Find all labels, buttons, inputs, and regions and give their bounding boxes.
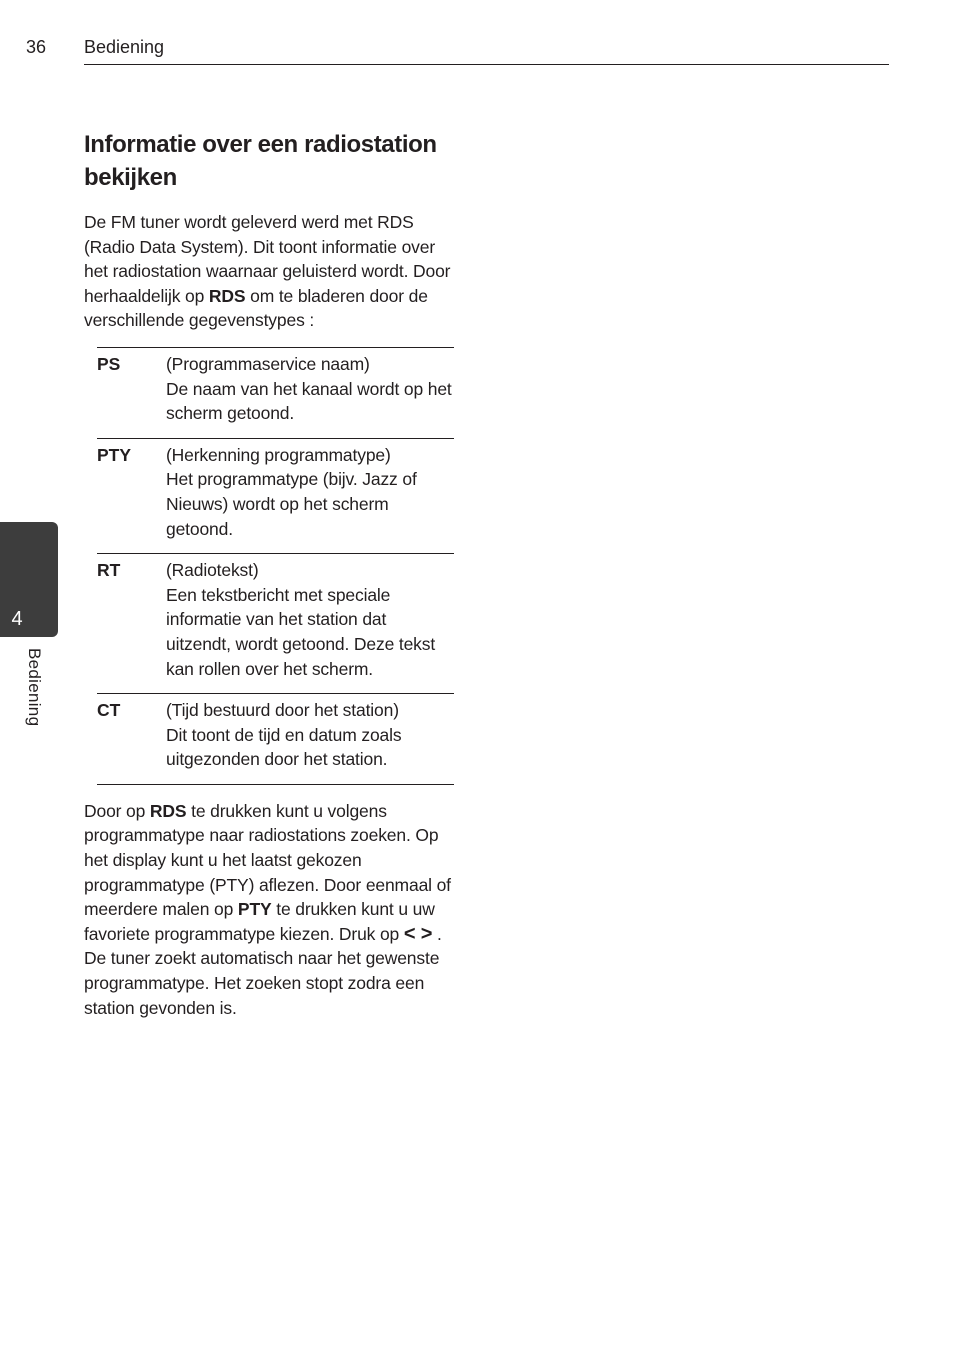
main-content	[84, 128, 462, 1020]
row-code: RT	[97, 560, 121, 581]
row-description	[166, 698, 454, 772]
row-text: Een tekstbericht met speciale informatie van het station dat uitzendt, wordt getoond. Deze tekst kan rollen over het scherm.	[166, 584, 436, 679]
outro-paragraph: Door op RDS te drukken kunt u volgens programmatype naar radiostations zoeken. Op het display kunt u het laatst gekozen programmatype (PTY) aflezen. Door eenmaal of meerdere malen op PTY te drukken kunt u uw favoriete programmatype kiezen. Druk op < > . De tuner zoekt automatisch naar het gewenste programmatype. Het zoeken stopt zodra een station gevonden is.	[84, 800, 451, 1018]
row-text: De naam van het kanaal wordt op het scherm getoond.	[166, 378, 452, 424]
running-head: Bediening	[84, 37, 165, 57]
row-text: Dit toont de tijd en datum zoals uitgezonden door het station.	[166, 724, 402, 770]
row-description	[166, 352, 454, 426]
row-title: (Radiotekst)	[166, 560, 259, 581]
table-row	[97, 347, 454, 438]
row-title: (Tijd bestuurd door het station)	[166, 700, 399, 721]
row-code: PS	[97, 353, 121, 374]
rds-data-table	[97, 347, 454, 785]
chapter-tab	[0, 522, 58, 637]
chapter-label: Bediening	[25, 648, 44, 727]
table-row	[97, 438, 454, 553]
table-row	[97, 553, 454, 693]
rds-button-ref: RDS	[149, 800, 187, 821]
page-number: 36	[26, 37, 47, 57]
row-title: (Programmaservice naam)	[166, 353, 370, 374]
rds-button-ref: RDS	[208, 285, 246, 306]
chapter-number: 4	[11, 608, 23, 630]
row-title: (Herkenning programmatype)	[166, 444, 391, 465]
row-description	[166, 443, 454, 541]
arrow-buttons-icon: < >	[403, 922, 433, 945]
row-code: PTY	[97, 444, 132, 465]
row-text: Het programmatype (bijv. Jazz of Nieuws) wordt op het scherm getoond.	[166, 469, 417, 539]
header-rule	[84, 64, 889, 65]
table-row	[97, 693, 454, 785]
pty-button-ref: PTY	[237, 899, 272, 920]
row-description	[166, 558, 454, 681]
section-title: Informatie over een radiostation bekijken	[84, 131, 437, 191]
intro-paragraph: De FM tuner wordt geleverd werd met RDS (Radio Data System). Dit toont informatie over het radiostation waarnaar geluisterd wordt. Door herhaaldelijk op RDS om te bladeren door de verschillende gegevenstypes :	[84, 212, 451, 331]
row-code: CT	[97, 700, 121, 721]
